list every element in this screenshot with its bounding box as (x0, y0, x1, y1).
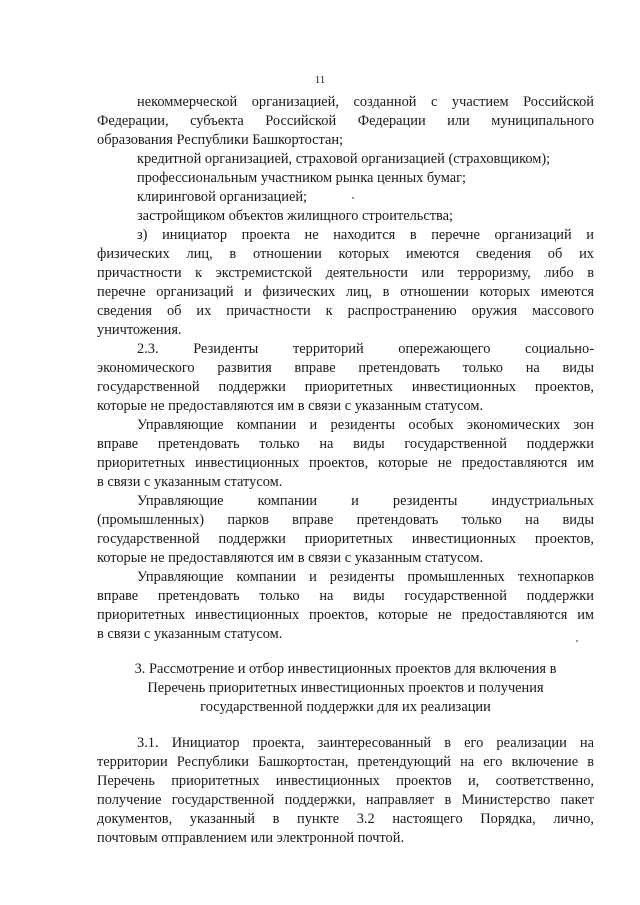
list-item: клиринговой организацией; (137, 189, 308, 205)
text-line: причастности к экстремистской деятельности или терроризму, либо в (97, 265, 594, 281)
text-line: (промышленных) парков вправе претендовать только на виды (97, 512, 594, 528)
text-line: Управляющие компании и резиденты индустриальных (137, 493, 594, 509)
text-line: которые не предоставляются им в связи с указанным статусом. (97, 398, 484, 414)
text-line: экономического развития вправе претендовать только на виды (97, 360, 594, 376)
text-line: документов, указанный в пункте 3.2 настоящего Порядка, лично, (97, 811, 594, 827)
text-line: которые не предоставляются им в связи с указанным статусом. (97, 550, 484, 566)
list-item: профессиональным участником рынка ценных бумаг; (137, 170, 467, 186)
text-line: з) инициатор проекта не находится в перечне организаций и (137, 227, 594, 243)
text-line: почтовым отправлением или электронной почтой. (97, 830, 405, 846)
text-line: государственной поддержки приоритетных инвестиционных проектов, (97, 379, 594, 395)
text-line: 2.3. Резиденты территорий опережающего социально- (137, 341, 594, 357)
text-line: уничтожения. (97, 322, 182, 338)
text-line: 3.1. Инициатор проекта, заинтересованный в его реализации на (137, 735, 594, 751)
text-line: получение государственной поддержки, направляет в Министерство пакет (97, 792, 594, 808)
list-item: кредитной организацией, страховой организацией (страховщиком); (137, 151, 551, 167)
text-line: Перечень приоритетных инвестиционных проектов и, соответственно, (97, 773, 594, 789)
text-line: Управляющие компании и резиденты промышленных технопарков (137, 569, 594, 585)
text-line: вправе претендовать только на виды государственной поддержки (97, 588, 594, 604)
page-number: 11 (314, 74, 326, 86)
section-heading-line: 3. Рассмотрение и отбор инвестиционных проектов для включения в (134, 661, 557, 677)
list-item: застройщиком объектов жилищного строительства; (137, 208, 454, 224)
text-line: некоммерческой организацией, созданной с участием Российской (137, 94, 594, 110)
text-line: Федерации, субъекта Российской Федерации или муниципального (97, 113, 594, 129)
text-line: Управляющие компании и резиденты особых экономических зон (137, 417, 594, 433)
text-line: физических лиц, в отношении которых имеются сведения об их (97, 246, 594, 262)
section-heading-line: государственной поддержки для их реализации (200, 699, 491, 715)
section-heading-line: Перечень приоритетных инвестиционных проектов и получения (147, 680, 544, 696)
text-line: в связи с указанным статусом. (97, 626, 283, 642)
text-line: перечне организаций и физических лиц, в отношении которых имеются (97, 284, 594, 300)
text-line: приоритетных инвестиционных проектов, которые не предоставляются им (97, 607, 594, 623)
scan-speck (576, 640, 578, 642)
text-line: территории Республики Башкортостан, претендующий на его включение в (97, 754, 594, 770)
text-line: вправе претендовать только на виды государственной поддержки (97, 436, 594, 452)
text-line: образования Республики Башкортостан; (97, 132, 344, 148)
text-line: приоритетных инвестиционных проектов, которые не предоставляются им (97, 455, 594, 471)
text-line: в связи с указанным статусом. (97, 474, 283, 490)
scan-speck (352, 197, 354, 199)
text-line: сведения об их причастности к распространению оружия массового (97, 303, 594, 319)
text-line: государственной поддержки приоритетных инвестиционных проектов, (97, 531, 594, 547)
